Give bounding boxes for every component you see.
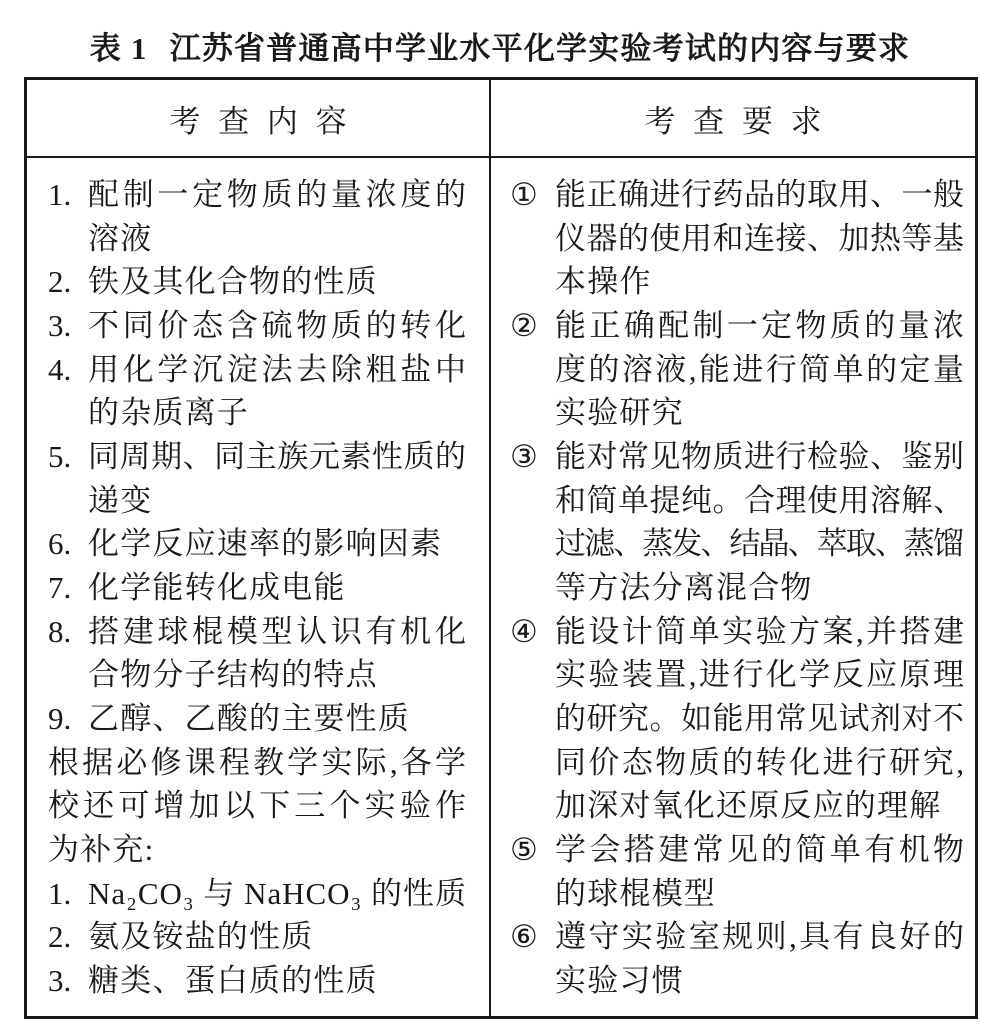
content-item xyxy=(48,566,466,610)
item-number: 3. xyxy=(48,962,72,998)
requirement-text-line: 实验装置,进行化学反应原理 xyxy=(555,657,967,693)
item-text-line: 铁及其化合物的性质 xyxy=(88,264,378,300)
requirement-text-line: 能对常见物质进行检验、鉴别 xyxy=(555,438,965,474)
requirement-item xyxy=(510,304,968,435)
note-text-line: 为补充: xyxy=(48,831,155,867)
supplement-item xyxy=(48,872,466,916)
item-text-line: 化学反应速率的影响因素 xyxy=(88,526,443,562)
requirements-column xyxy=(510,173,968,1002)
note-text-line: 校还可增加以下三个实验作 xyxy=(48,788,471,824)
item-text-line: 化学能转化成电能 xyxy=(88,569,346,605)
item-text-line: 用化学沉淀法去除粗盐中 xyxy=(88,351,470,387)
header-content: 考 查 内 容 xyxy=(169,103,352,139)
supplement-item xyxy=(48,959,466,1003)
requirement-number: ① xyxy=(510,177,538,212)
item-number: 6. xyxy=(48,526,72,562)
item-number: 1. xyxy=(48,875,72,911)
content-item xyxy=(48,304,470,348)
item-text-line: 搭建球棍模型认识有机化 xyxy=(88,613,470,649)
item-number: 2. xyxy=(48,919,72,955)
requirement-text-line: 等方法分离混合物 xyxy=(555,569,813,605)
content-item xyxy=(48,260,466,304)
item-number: 3. xyxy=(48,307,72,343)
item-text-line: Na₂CO₃ 与 NaHCO₃ 的性质 xyxy=(88,875,467,911)
requirement-text-line: 的球棍模型 xyxy=(555,875,716,911)
requirement-text-line: 实验研究 xyxy=(555,395,684,431)
item-number: 4. xyxy=(48,351,72,387)
requirement-item xyxy=(510,915,967,1002)
item-number: 9. xyxy=(48,700,72,736)
requirement-number: ③ xyxy=(510,438,538,474)
content-item xyxy=(48,610,470,697)
requirement-text-line: 的研究。如能用常见试剂对不 xyxy=(555,700,965,736)
item-text-line: 配制一定物质的量浓度的 xyxy=(88,177,470,212)
content-item xyxy=(48,348,470,435)
requirement-text-line: 过滤、蒸发、结晶、萃取、蒸馏 xyxy=(555,526,963,562)
column-divider xyxy=(489,77,491,1019)
item-text-line: 不同价态含硫物质的转化 xyxy=(88,307,470,343)
supplement-item xyxy=(48,915,466,959)
item-text-line: 合物分子结构的特点 xyxy=(88,657,378,693)
requirement-item xyxy=(510,828,968,915)
requirement-text-line: 能正确配制一定物质的量浓 xyxy=(555,307,968,343)
item-number: 1. xyxy=(48,177,72,212)
requirement-text-line: 实验习惯 xyxy=(555,962,684,998)
requirement-item xyxy=(510,435,964,610)
requirement-text-line: 遵守实验室规则,具有良好的 xyxy=(555,919,967,955)
requirement-text-line: 学会搭建常见的简单有机物 xyxy=(555,831,968,867)
item-number: 8. xyxy=(48,613,72,649)
content-column xyxy=(48,173,471,1003)
note-text-line: 根据必修课程教学实际,各学 xyxy=(48,744,470,780)
item-text-line: 递变 xyxy=(88,482,153,518)
item-text-line: 同周期、同主族元素性质的 xyxy=(88,438,467,474)
requirement-number: ⑥ xyxy=(510,919,538,955)
requirement-text-line: 本操作 xyxy=(555,264,652,300)
table-title: 江苏省普通高中学业水平化学实验考试的内容与要求 xyxy=(169,30,911,66)
item-text-line: 的杂质离子 xyxy=(88,395,249,431)
content-item xyxy=(48,173,470,260)
requirement-number: ② xyxy=(510,307,538,343)
requirement-number: ⑤ xyxy=(510,831,538,867)
item-text-line: 乙醇、乙酸的主要性质 xyxy=(88,700,410,736)
content-item xyxy=(48,435,466,522)
header-divider xyxy=(24,156,978,158)
item-text-line: 糖类、蛋白质的性质 xyxy=(88,962,378,998)
content-item xyxy=(48,697,466,741)
requirement-text-line: 加深对氧化还原反应的理解 xyxy=(555,788,942,824)
item-number: 5. xyxy=(48,438,72,474)
requirement-text-line: 和简单提纯。合理使用溶解、 xyxy=(555,482,965,518)
table-number: 表 1 xyxy=(89,30,148,66)
requirement-text-line: 同价态物质的转化进行研究, xyxy=(555,744,967,780)
header-requirements: 考 查 要 求 xyxy=(644,103,827,139)
requirement-item xyxy=(510,173,964,304)
requirement-item xyxy=(510,610,967,828)
requirement-text-line: 仪器的使用和连接、加热等基 xyxy=(555,220,965,256)
item-text-line: 氨及铵盐的性质 xyxy=(88,919,314,955)
item-number: 7. xyxy=(48,569,72,605)
requirement-text-line: 度的溶液,能进行简单的定量 xyxy=(555,351,967,387)
requirement-text-line: 能正确进行药品的取用、一般 xyxy=(555,177,965,212)
table-caption xyxy=(0,22,1000,68)
requirement-text-line: 能设计简单实验方案,并搭建 xyxy=(555,613,967,649)
requirement-number: ④ xyxy=(510,613,538,649)
item-text-line: 溶液 xyxy=(88,220,153,256)
supplement-note xyxy=(48,741,471,872)
item-number: 2. xyxy=(48,264,72,300)
content-item xyxy=(48,522,466,566)
